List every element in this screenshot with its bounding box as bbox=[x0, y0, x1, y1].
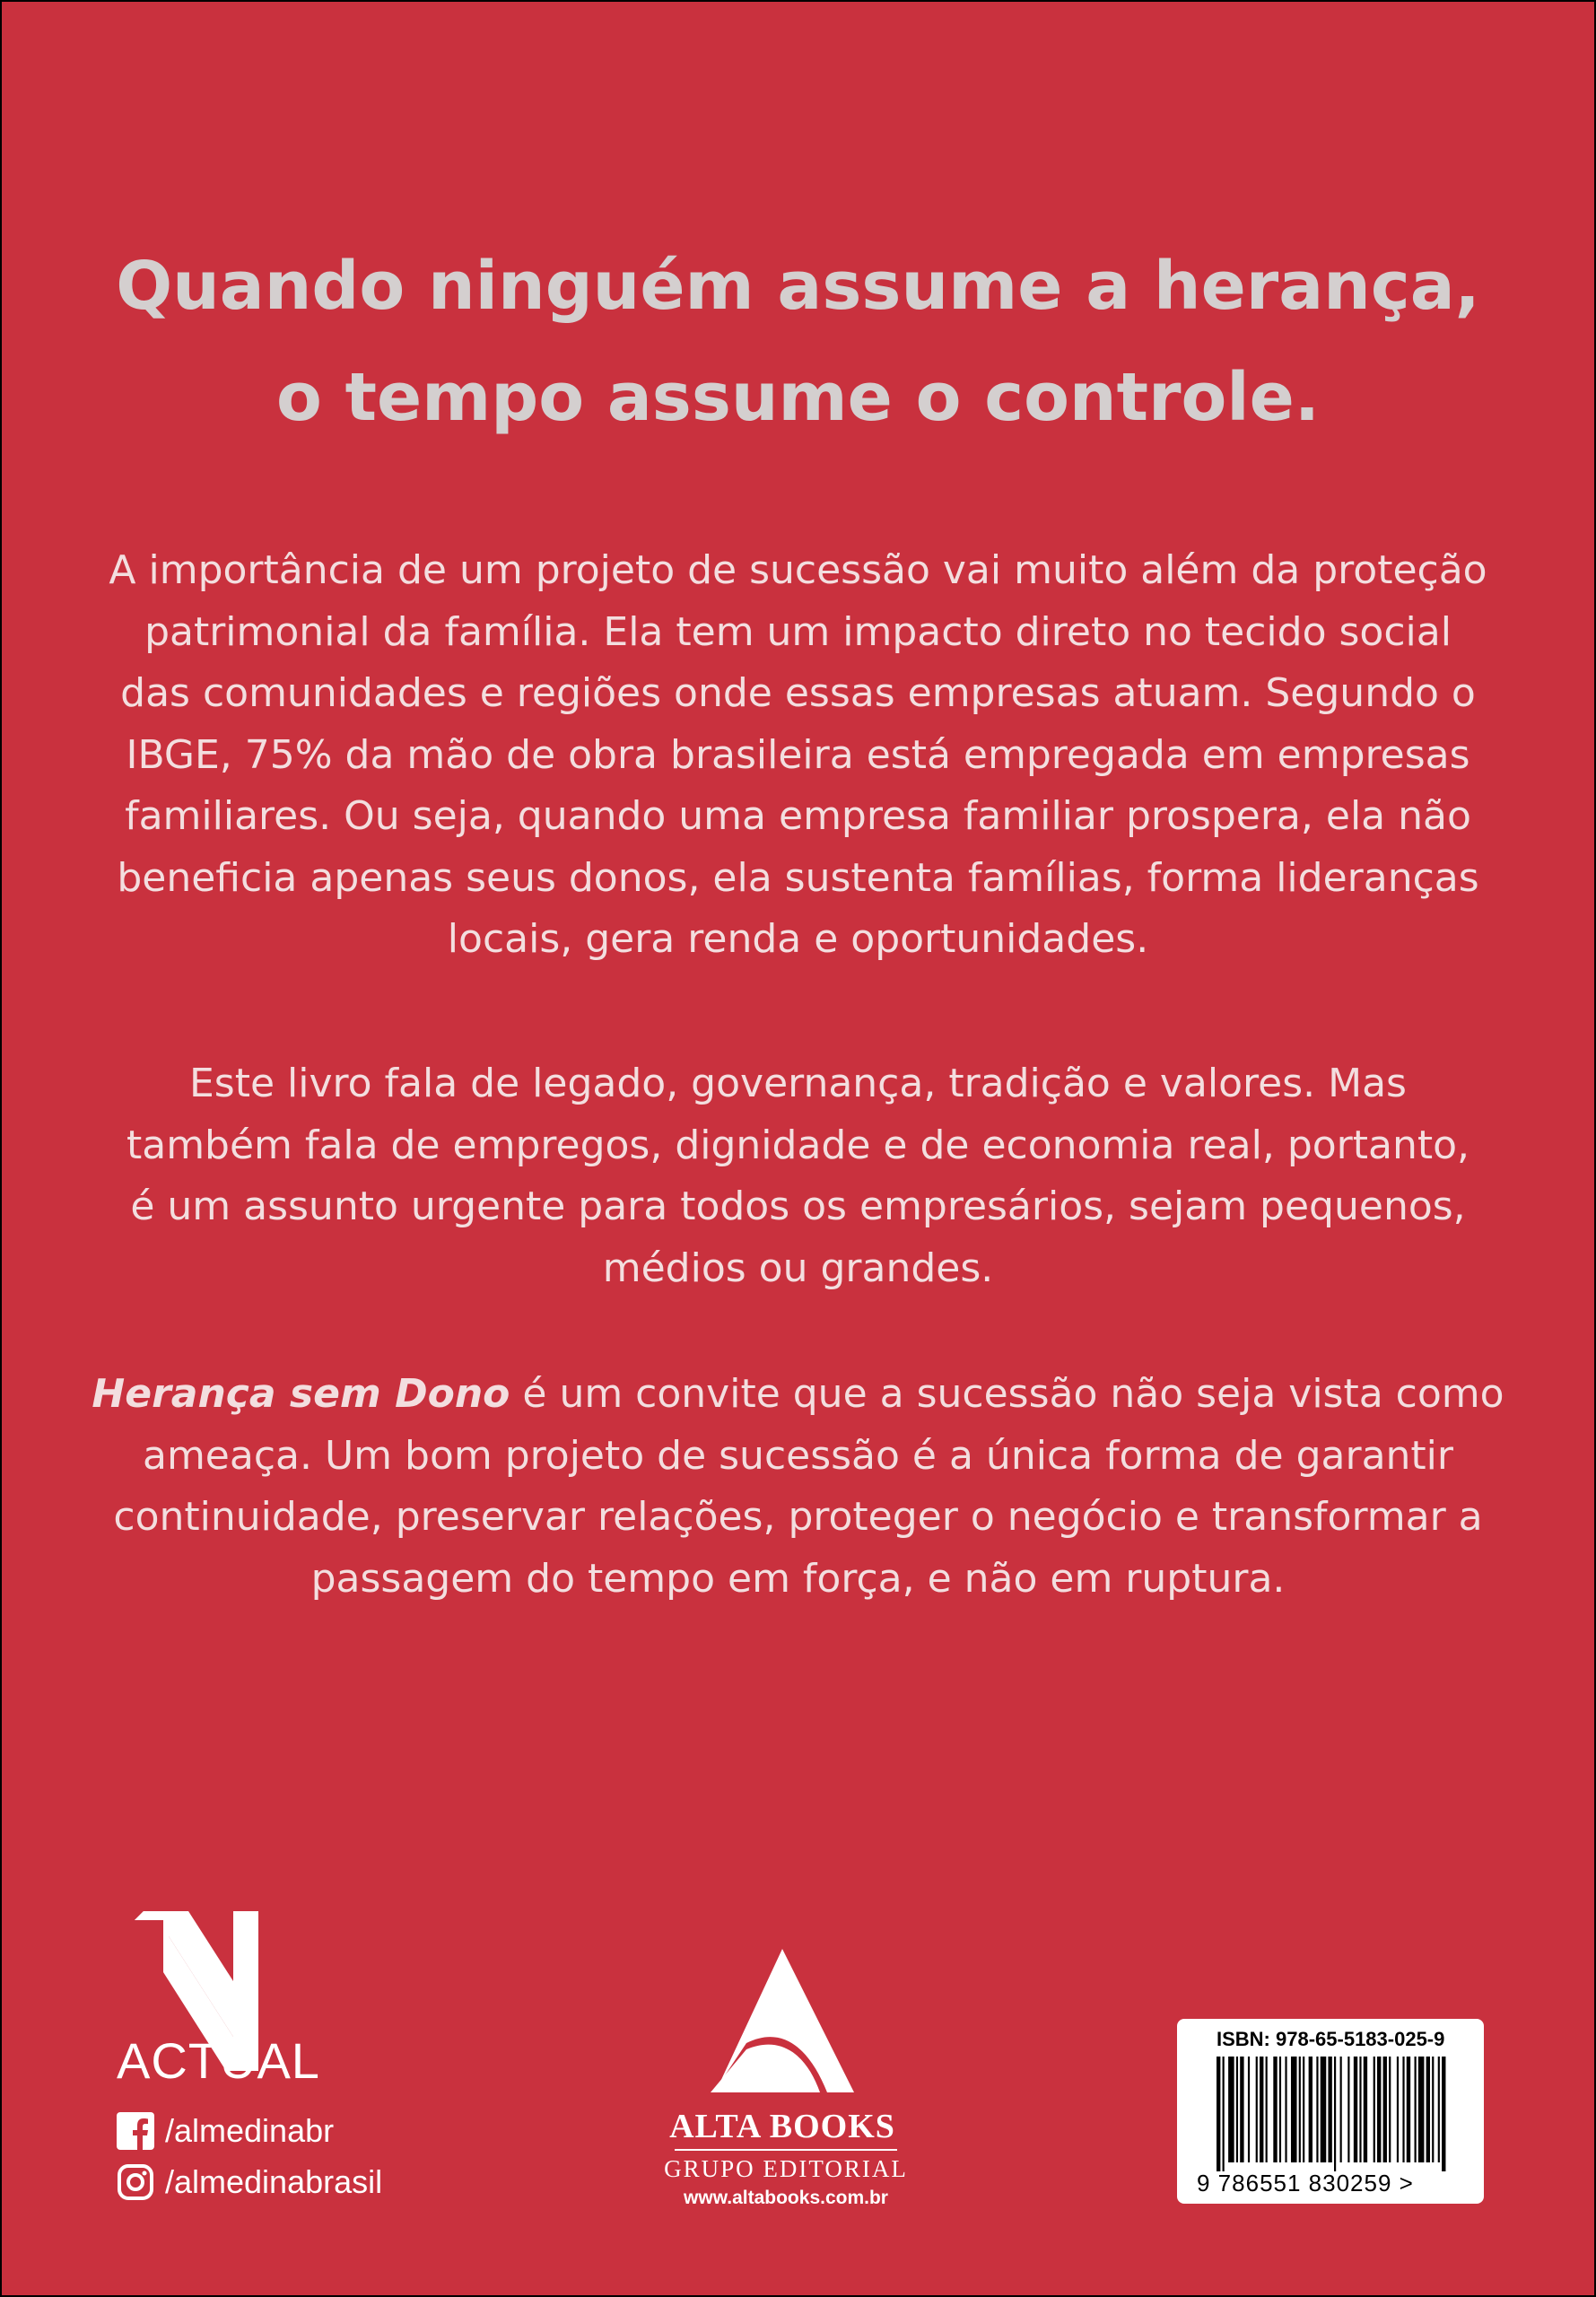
paragraph-line-rest: é um convite que a sucessão não seja vista como bbox=[510, 1371, 1504, 1417]
headline-line: Quando ninguém assume a herança, bbox=[116, 248, 1480, 325]
barcode-bar bbox=[1426, 2057, 1430, 2162]
isbn-label: ISBN: 978-65-5183-025-9 bbox=[1217, 2028, 1445, 2050]
barcode-bar bbox=[1432, 2057, 1434, 2162]
barcode-bar bbox=[1321, 2057, 1327, 2162]
paragraph-line: familiares. Ou seja, quando uma empresa familiar prospera, ela não bbox=[125, 793, 1471, 839]
barcode-bar bbox=[1223, 2057, 1225, 2171]
barcode-bar bbox=[1228, 2057, 1234, 2162]
barcode-bar bbox=[1291, 2057, 1297, 2162]
barcode-bar bbox=[1260, 2057, 1263, 2162]
barcode-bar bbox=[1402, 2057, 1404, 2162]
barcode-bar bbox=[1279, 2057, 1281, 2162]
barcode-bar bbox=[1374, 2057, 1375, 2162]
barcode-bar bbox=[1240, 2057, 1243, 2162]
barcode-bar bbox=[1383, 2057, 1387, 2162]
paragraph-line: é um assunto urgente para todos os empresários, sejam pequenos, bbox=[130, 1183, 1466, 1229]
barcode-bar bbox=[1359, 2057, 1361, 2162]
barcode-bar bbox=[1285, 2057, 1286, 2162]
barcode-bar bbox=[1364, 2057, 1367, 2162]
alta-books-url[interactable]: www.altabooks.com.br bbox=[684, 2188, 888, 2208]
facebook-icon bbox=[117, 2112, 154, 2150]
paragraph-line: passagem do tempo em força, e não em ruptura. bbox=[310, 1555, 1286, 1602]
isbn-barcode bbox=[1177, 2019, 1484, 2204]
paragraph-line: ameaça. Um bom projeto de sucessão é a única forma de garantir bbox=[142, 1432, 1453, 1479]
barcode-bar bbox=[1415, 2057, 1417, 2162]
headline bbox=[2, 231, 1594, 453]
barcode-bar bbox=[1273, 2057, 1277, 2162]
instagram-icon bbox=[117, 2163, 154, 2201]
barcode-bar bbox=[1256, 2057, 1258, 2162]
barcode-bar bbox=[1334, 2057, 1336, 2171]
barcode-bar bbox=[1397, 2057, 1399, 2162]
barcode-bar bbox=[1377, 2057, 1381, 2162]
instagram-handle: /almedinabrasil bbox=[165, 2163, 383, 2200]
barcode-bar bbox=[1418, 2057, 1425, 2162]
facebook-link[interactable] bbox=[117, 2110, 334, 2152]
paragraph-line bbox=[92, 1364, 1504, 1426]
barcode-bar bbox=[1309, 2057, 1313, 2162]
alta-books-triangle-logo bbox=[711, 1949, 863, 2092]
paragraph-line: Este livro fala de legado, governança, tradição e valores. Mas bbox=[189, 1061, 1407, 1106]
paragraph-book-topics bbox=[92, 1053, 1504, 1299]
barcode-bar bbox=[1236, 2057, 1238, 2162]
facebook-handle: /almedinabr bbox=[165, 2112, 335, 2149]
book-back-cover bbox=[2, 2, 1594, 2295]
paragraph-line: locais, gera renda e oportunidades. bbox=[447, 916, 1149, 962]
headline-line: o tempo assume o controle. bbox=[276, 359, 1320, 436]
paragraph-succession-importance bbox=[92, 540, 1504, 971]
barcode-digits: 9 786551 830259 > bbox=[1197, 2170, 1414, 2197]
paragraph-line: A importância de um projeto de sucessão vai muito além da proteção bbox=[109, 547, 1487, 593]
paragraph-line: médios ou grandes. bbox=[602, 1245, 994, 1291]
alta-books-group: GRUPO EDITORIAL bbox=[664, 2155, 908, 2182]
paragraph-line: também fala de empregos, dignidade e de economia real, portanto, bbox=[126, 1122, 1470, 1168]
barcode-bar bbox=[1354, 2057, 1357, 2162]
paragraph-line: patrimonial da família. Ela tem um impacto direto no tecido social bbox=[144, 608, 1452, 655]
alta-books-name: ALTA BOOKS bbox=[669, 2108, 895, 2145]
instagram-link[interactable] bbox=[117, 2162, 382, 2203]
barcode-bar bbox=[1266, 2057, 1268, 2162]
alta-books-divider bbox=[675, 2149, 897, 2151]
barcode-bar bbox=[1438, 2057, 1440, 2162]
barcode-bar bbox=[1248, 2057, 1250, 2162]
book-title: Herança sem Dono bbox=[92, 1371, 510, 1417]
barcode-bar bbox=[1217, 2057, 1220, 2171]
barcode-bar bbox=[1316, 2057, 1318, 2162]
paragraph-line: IBGE, 75% da mão de obra brasileira está empregada em empresas bbox=[126, 731, 1470, 778]
barcode-bar bbox=[1442, 2057, 1445, 2171]
barcode-bars bbox=[1217, 2057, 1452, 2171]
barcode-bar bbox=[1299, 2057, 1301, 2162]
barcode-bar bbox=[1340, 2057, 1342, 2162]
barcode-bar bbox=[1303, 2057, 1304, 2162]
paragraph-line: beneficia apenas seus donos, ela sustenta famílias, forma lideranças bbox=[117, 854, 1479, 901]
actual-logo-text: ACTUAL bbox=[117, 2032, 320, 2089]
paragraph-line: continuidade, preservar relações, proteger o negócio e transformar a bbox=[113, 1494, 1483, 1540]
barcode-bar bbox=[1389, 2057, 1391, 2162]
paragraph-book-invitation bbox=[92, 1364, 1504, 1610]
barcode-bar bbox=[1407, 2057, 1410, 2162]
barcode-bar bbox=[1347, 2057, 1349, 2162]
barcode-bar bbox=[1328, 2057, 1331, 2162]
paragraph-line: das comunidades e regiões onde essas empresas atuam. Segundo o bbox=[120, 670, 1476, 716]
